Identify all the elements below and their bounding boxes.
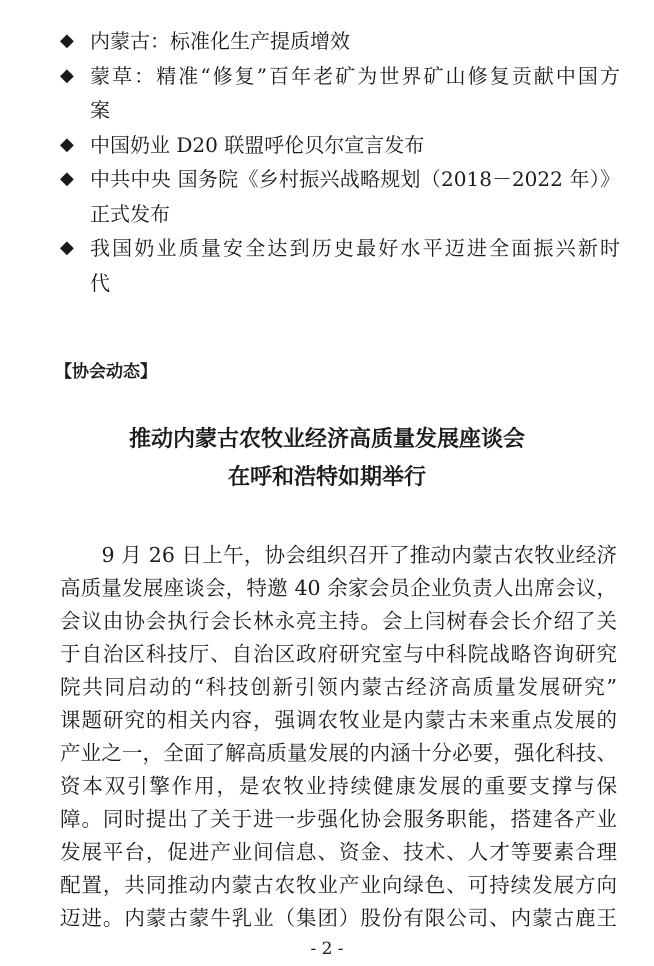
bullet-text-line: 内蒙古：标准化生产提质增效: [90, 29, 350, 53]
page-number: - 2 -: [310, 939, 344, 959]
body-text-line: 院共同启动的“科技创新引领内蒙古经济高质量发展研究”: [60, 675, 617, 699]
bullet-text-line: 正式发布: [90, 201, 170, 226]
body-text-line: 配置，共同推动内蒙古农牧业产业向绿色、可持续发展方向: [60, 873, 617, 897]
bullet-text-line: 代: [90, 270, 110, 295]
article-body: [60, 539, 617, 935]
bullet-text-line: 蒙草：精准“修复”百年老矿为世界矿山修复贡献中国方: [90, 63, 620, 88]
bullet-text-line: 案: [90, 98, 110, 122]
bullet-item: [60, 231, 620, 300]
bullet-item: [60, 24, 620, 59]
body-text-line: 高质量发展座谈会，特邀 40 余家会员企业负责人出席会议，: [60, 576, 617, 600]
diamond-bullet-icon: ◆: [60, 64, 74, 86]
bullet-list: [60, 24, 620, 300]
body-text-line: 9 月 26 日上午，协会组织召开了推动内蒙古农牧业经济: [60, 543, 617, 567]
article-title-line-1: 推动内蒙古农牧业经济高质量发展座谈会: [128, 426, 525, 452]
diamond-bullet-icon: ◆: [60, 168, 74, 189]
body-text-line: 迈进。内蒙古蒙牛乳业（集团）股份有限公司、内蒙古鹿王: [60, 906, 617, 930]
body-text-line: 资本双引擎作用，是农牧业持续健康发展的重要支撑与保: [60, 774, 617, 798]
bullet-item: [60, 59, 620, 128]
body-text-line: 障。同时提出了关于进一步强化协会服务职能，搭建各产业: [60, 807, 617, 831]
diamond-bullet-icon: ◆: [60, 133, 74, 155]
body-text-line: 发展平台，促进产业间信息、资金、技术、人才等要素合理: [60, 840, 617, 864]
body-text-line: 课题研究的相关内容，强调农牧业是内蒙古未来重点发展的: [60, 708, 617, 732]
body-text-line: 产业之一，全面了解高质量发展的内涵十分必要，强化科技、: [60, 741, 617, 765]
diamond-bullet-icon: ◆: [60, 30, 74, 51]
section-label: 【协会动态】: [55, 362, 157, 382]
bullet-text-line: 中共中央 国务院《乡村振兴战略规划（2018－2022 年）》: [90, 167, 620, 191]
bullet-item: [60, 128, 620, 163]
bullet-item: [60, 162, 620, 231]
diamond-bullet-icon: ◆: [60, 237, 74, 258]
bullet-text-line: 中国奶业 D20 联盟呼伦贝尔宣言发布: [90, 132, 425, 157]
body-text-line: 会议由协会执行会长林永亮主持。会上闫树春会长介绍了关: [60, 609, 617, 633]
body-text-line: 于自治区科技厅、自治区政府研究室与中科院战略咨询研究: [60, 642, 617, 666]
bullet-text-line: 我国奶业质量安全达到历史最好水平迈进全面振兴新时: [90, 236, 620, 260]
article-title-line-2: 在呼和浩特如期举行: [227, 464, 426, 490]
